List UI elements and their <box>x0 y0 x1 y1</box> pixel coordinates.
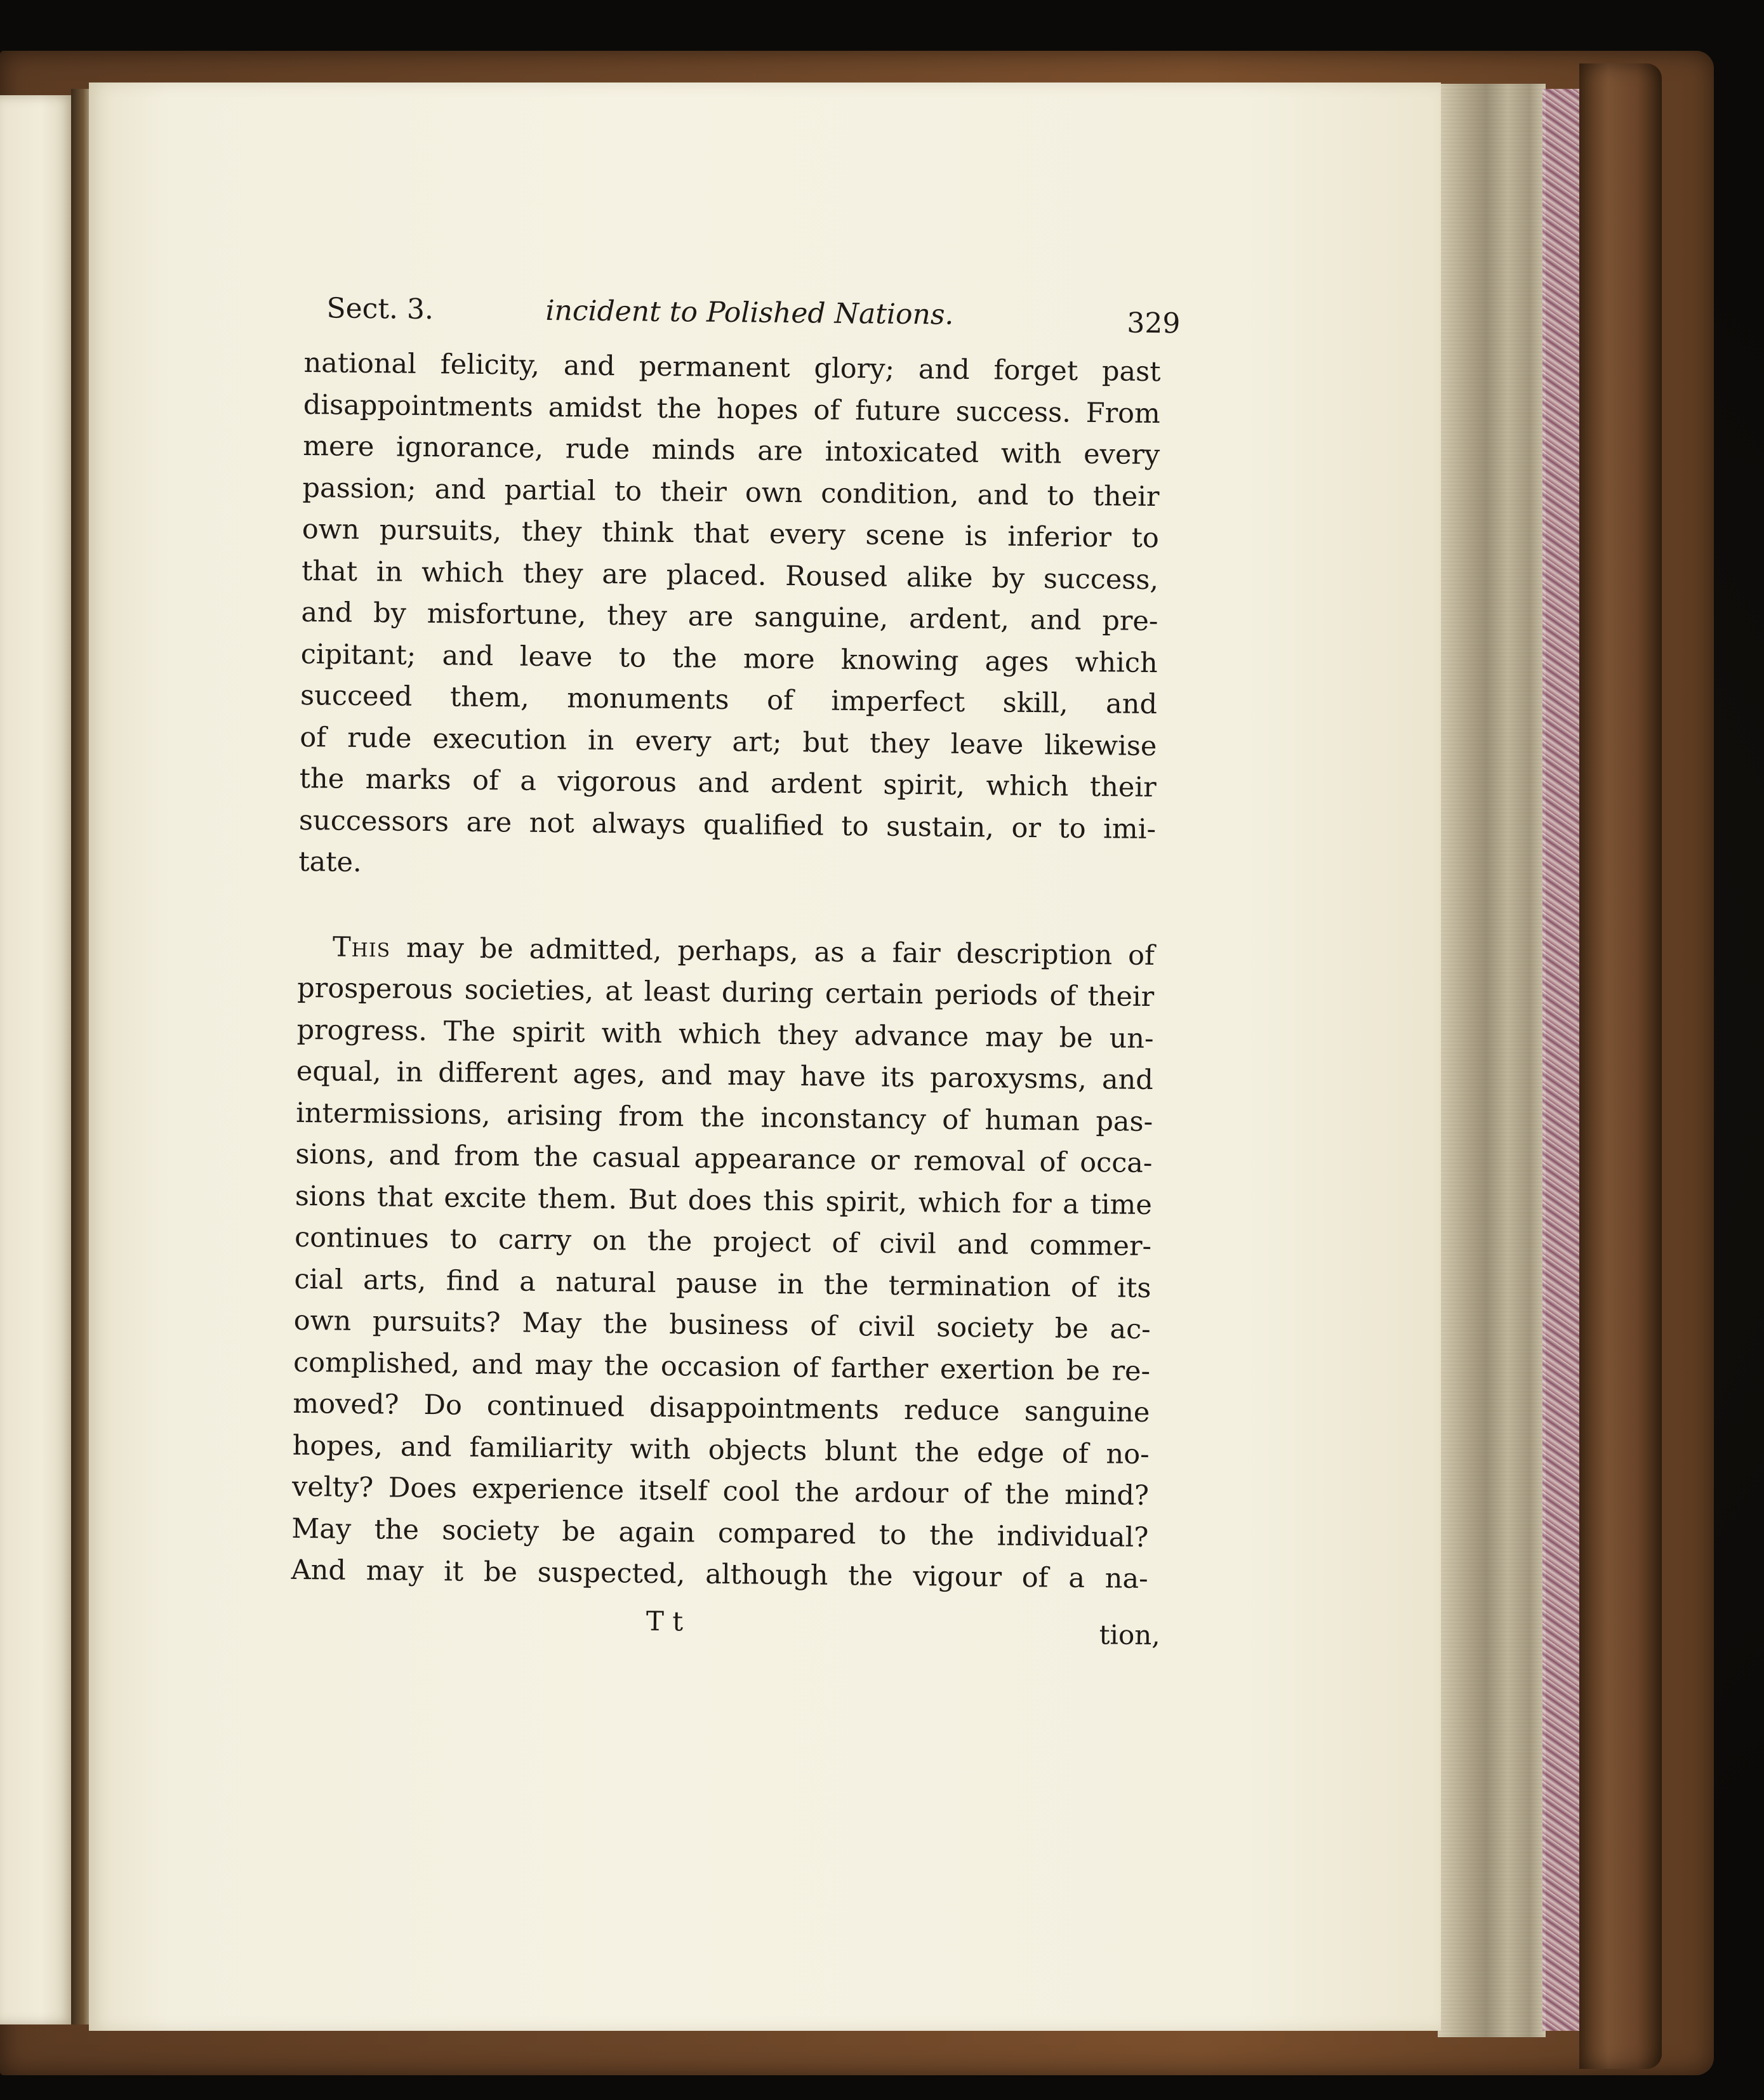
text-line: disappointments amidst the hopes of future success. From <box>303 388 1161 430</box>
page-text <box>290 279 1181 1658</box>
text-line: succeed them, monuments of imperfect skill, and <box>300 679 1158 721</box>
text-line: passion; and partial to their own condition, and to their <box>302 472 1160 513</box>
cover-board-edge <box>1579 63 1662 2069</box>
text-line: that in which they are placed. Roused alike by success, <box>301 555 1159 596</box>
text-line: progress. The spirit with which they advance may be un- <box>296 1014 1154 1055</box>
page-footer <box>290 1591 1160 1657</box>
marbled-endpaper-edge <box>1542 89 1581 2031</box>
text-line: own pursuits, they think that every scene is inferior to <box>302 513 1160 555</box>
text-line: sions, and from the casual appearance or removal of occa- <box>295 1138 1153 1180</box>
text-line: hopes, and familiarity with objects blunt the edge of no- <box>292 1429 1150 1470</box>
text-line: prosperous societies, at least during certain periods of their <box>297 972 1155 1014</box>
text-fragment: may be admitted, perhaps, as a fair description of <box>390 931 1155 972</box>
text-line: own pursuits? May the business of civil society be ac- <box>293 1304 1151 1346</box>
text-line: continues to carry on the project of civil and commer- <box>294 1221 1152 1263</box>
text-line: successors are not always qualified to sustain, or to imi- <box>298 804 1157 845</box>
page-block-edge <box>1438 84 1546 2037</box>
text-line: and by misfortune, they are sanguine, ardent, and pre- <box>301 596 1158 638</box>
text-line: mere ignorance, rude minds are intoxicated with every <box>302 430 1160 472</box>
text-line: cipitant; and leave to the more knowing ages which <box>300 638 1158 679</box>
text-line: equal, in different ages, and may have its paroxysms, and <box>296 1055 1154 1097</box>
lead-word: This <box>332 931 391 963</box>
signature-mark: T t <box>646 1605 684 1637</box>
text-line: cial arts, find a natural pause in the termination of its <box>294 1263 1151 1304</box>
running-header <box>304 279 1181 352</box>
page-number: 329 <box>1127 307 1181 340</box>
text-line: moved? Do continued disappointments reduce sanguine <box>293 1387 1150 1429</box>
paragraph-2 <box>291 926 1155 1600</box>
text-line: velty? Does experience itself cool the ardour of the mind? <box>291 1470 1150 1512</box>
text-line: national felicity, and permanent glory; and forget past <box>303 347 1161 388</box>
text-line: intermissions, arising from the inconstancy of human pas- <box>295 1097 1153 1138</box>
body-text <box>291 343 1161 1601</box>
text-line: tate. <box>298 845 362 878</box>
left-page <box>0 95 75 2024</box>
text-line: complished, and may the occasion of farther exertion be re- <box>293 1346 1151 1387</box>
paragraph-1 <box>298 343 1161 892</box>
catchword: tion, <box>1099 1618 1160 1651</box>
text-line: the marks of a vigorous and ardent spirit, which their <box>299 762 1157 804</box>
section-label: Sect. 3. <box>326 292 434 326</box>
text-line: May the society be again compared to the individual? <box>291 1512 1149 1554</box>
text-line: And may it be suspected, although the vigour of a na- <box>291 1554 1148 1595</box>
text-line: of rude execution in every art; but they leave likewise <box>300 721 1157 762</box>
text-line: sions that excite them. But does this spirit, which for a time <box>295 1180 1153 1221</box>
running-title: incident to Polished Nations. <box>545 294 954 331</box>
